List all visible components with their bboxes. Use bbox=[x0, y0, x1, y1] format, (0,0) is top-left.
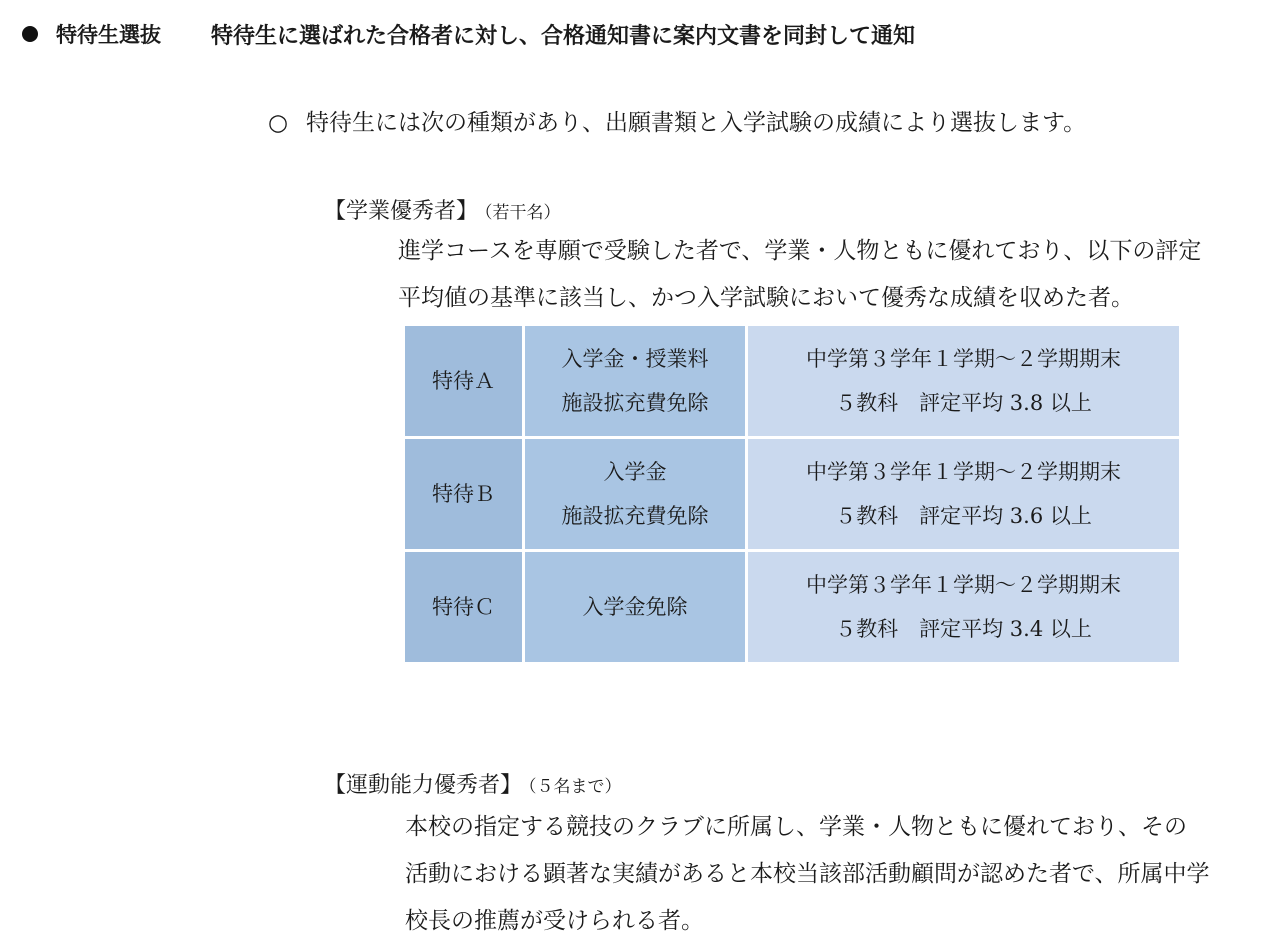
bullet-icon bbox=[22, 26, 38, 42]
academic-description bbox=[398, 228, 1201, 322]
intro-text: 特待生には次の種類があり、出願書類と入学試験の成績により選抜します。 bbox=[306, 110, 1087, 136]
description-line: 活動における顕著な実績があると本校当該部活動顧問が認めた者で、所属中学 bbox=[405, 861, 1210, 887]
benefit-line: 入学金 bbox=[603, 460, 667, 484]
tier-benefit bbox=[524, 326, 747, 438]
tier-name: 特待Ｃ bbox=[405, 551, 524, 663]
benefit-line: 施設拡充費免除 bbox=[561, 504, 709, 528]
academic-title-row bbox=[324, 194, 561, 225]
athletic-title-row bbox=[324, 768, 622, 799]
tier-benefit bbox=[524, 551, 747, 663]
description-line: 進学コースを専願で受験した者で、学業・人物ともに優れており、以下の評定 bbox=[398, 238, 1202, 264]
benefit-line: 施設拡充費免除 bbox=[561, 391, 709, 415]
criteria-line: ５教科 評定平均 3.8 以上 bbox=[835, 391, 1092, 415]
description-line: 平均値の基準に該当し、かつ入学試験において優秀な成績を収めた者。 bbox=[398, 285, 1134, 311]
benefit-line: 入学金免除 bbox=[582, 595, 688, 619]
academic-note: （若干名） bbox=[484, 203, 561, 223]
section-heading: 特待生に選ばれた合格者に対し、合格通知書に案内文書を同封して通知 bbox=[211, 23, 916, 49]
section-label: 特待生選抜 bbox=[56, 23, 161, 47]
intro-line bbox=[268, 104, 1086, 137]
scholarship-table bbox=[405, 326, 1179, 662]
tier-criteria bbox=[747, 551, 1180, 663]
table-row bbox=[405, 326, 1179, 438]
tier-criteria bbox=[747, 438, 1180, 551]
tier-name: 特待Ａ bbox=[405, 326, 524, 438]
athletic-title: 【運動能力優秀者】 bbox=[324, 773, 523, 798]
circle-mark-icon: ○ bbox=[268, 110, 289, 136]
academic-title: 【学業優秀者】 bbox=[324, 199, 479, 224]
criteria-line: 中学第３学年１学期～２学期期末 bbox=[806, 460, 1121, 484]
table-row bbox=[405, 551, 1179, 663]
tier-criteria bbox=[747, 326, 1180, 438]
description-line: 本校の指定する競技のクラブに所属し、学業・人物ともに優れており、その bbox=[405, 814, 1187, 840]
criteria-line: 中学第３学年１学期～２学期期末 bbox=[806, 347, 1121, 371]
athletic-description bbox=[405, 804, 1210, 945]
criteria-line: 中学第３学年１学期～２学期期末 bbox=[806, 573, 1121, 597]
tier-name: 特待Ｂ bbox=[405, 438, 524, 551]
criteria-line: ５教科 評定平均 3.4 以上 bbox=[835, 617, 1092, 641]
section-header bbox=[22, 16, 915, 52]
table-row bbox=[405, 438, 1179, 551]
criteria-line: ５教科 評定平均 3.6 以上 bbox=[835, 504, 1092, 528]
benefit-line: 入学金・授業料 bbox=[561, 347, 709, 371]
description-line: 校長の推薦が受けられる者。 bbox=[405, 908, 704, 934]
athletic-note: （５名まで） bbox=[528, 777, 622, 797]
tier-benefit bbox=[524, 438, 747, 551]
